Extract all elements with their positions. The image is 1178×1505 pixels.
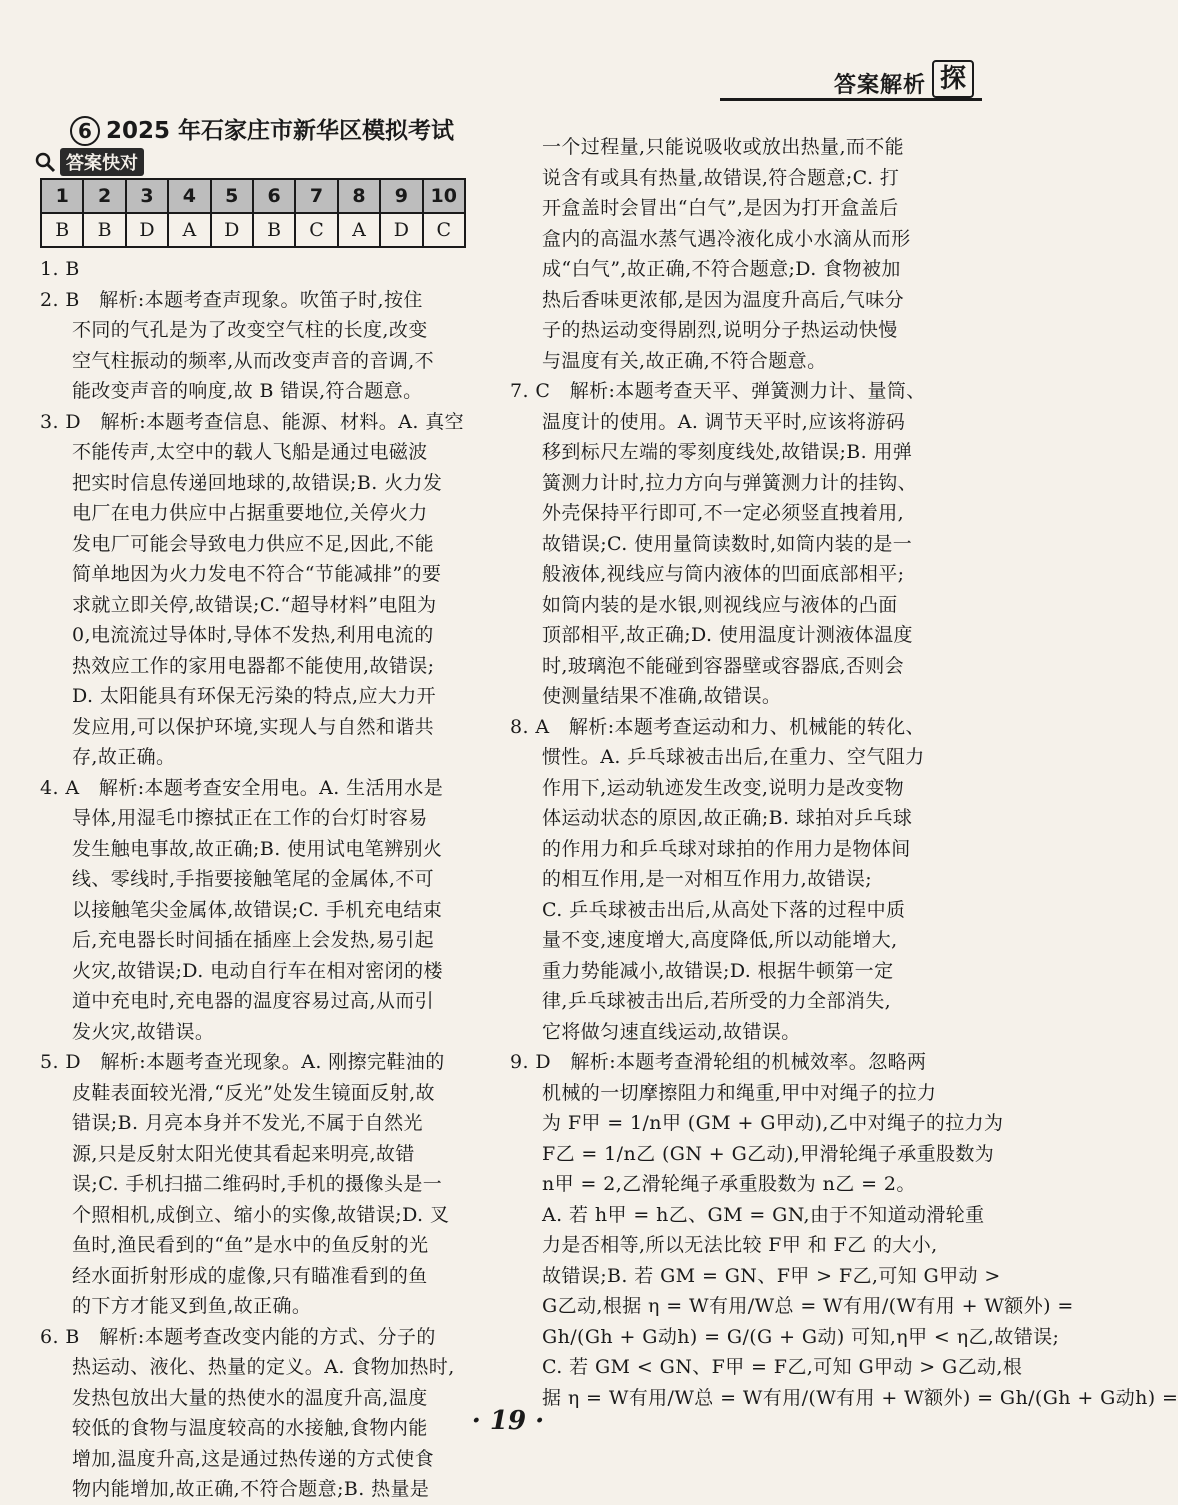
text-line: 的相互作用,是一对相互作用力,故错误; [542, 868, 873, 890]
text-line: 故错误;B. 若 GM = GN、F甲 > F乙,可知 G甲动 > [542, 1264, 1001, 1287]
text-line: 顶部相平,故正确;D. 使用温度计测液体温度 [542, 624, 913, 646]
text-line: 以接触笔尖金属体,故错误;C. 手机充电结束 [72, 898, 443, 921]
text-line: 个照相机,成倒立、缩小的实像,故错误;D. 叉 [72, 1203, 450, 1226]
answer-number-cell: 4 [168, 179, 210, 213]
page-number: · 19 · [471, 1406, 545, 1436]
text-line: 存,故正确。 [72, 746, 176, 768]
text-line: 外壳保持平行即可,不一定必须竖直拽着用, [542, 502, 905, 524]
text-line: 火灾,故错误;D. 电动自行车在相对密闭的楼 [72, 959, 443, 982]
text-line: 与温度有关,故正确,不符合题意。 [542, 349, 827, 372]
text-line: 发生触电事故,故正确;B. 使用试电笔辨别火 [72, 837, 443, 860]
text-line: 错误;B. 月亮本身并不发光,不属于自然光 [72, 1112, 423, 1134]
text-line: 的作用力和乒乓球对球拍的作用力是物体间 [542, 837, 911, 860]
text-line: 道中充电时,充电器的温度容易过高,从而引 [72, 990, 435, 1012]
text-line: 盒内的高温水蒸气遇冷液化成小水滴从而形 [542, 227, 911, 250]
text-line: 一个过程量,只能说吸收或放出热量,而不能 [542, 136, 905, 158]
text-line: 求就立即关停,故错误;C.“超导材料”电阻为 [72, 593, 437, 616]
text-line: n甲 = 2,乙滑轮绳子承重股数为 n乙 = 2。 [542, 1173, 916, 1195]
answer-number-cell: 7 [295, 179, 337, 213]
text-line: 惯性。A. 乒乓球被击出后,在重力、空气阻力 [542, 746, 925, 768]
text-line: 律,乒乓球被击出后,若所受的力全部消失, [542, 990, 892, 1012]
answer-item-2 [40, 285, 480, 407]
text-line: 机械的一切摩擦阻力和绳重,甲中对绳子的拉力 [542, 1081, 937, 1104]
text-line: 力是否相等,所以无法比较 F甲 和 F乙 的大小, [542, 1234, 938, 1256]
exam-title [70, 112, 454, 146]
text-line: 电厂在电力供应中占据重要地位,关停火力 [72, 502, 428, 524]
answer-item-4 [40, 773, 480, 1048]
text-line: 开盒盖时会冒出“白气”,是因为打开盒盖后 [542, 197, 899, 219]
header-title: 答案解析 [833, 73, 926, 98]
text-line: 如筒内装的是水银,则视线应与液体的凸面 [542, 593, 898, 616]
answer-number-cell: 5 [211, 179, 253, 213]
text-line: 热后香味更浓郁,是因为温度升高后,气味分 [542, 288, 905, 311]
answer-value-cell: B [253, 213, 295, 247]
text-line: D. 太阳能具有环保无污染的特点,应大力开 [72, 685, 437, 707]
text-line: 把实时信息传递回地球的,故错误;B. 火力发 [72, 471, 443, 494]
answer-value-cell: B [83, 213, 125, 247]
text-line: 4. A 解析:本题考查安全用电。A. 生活用水是 [40, 776, 444, 799]
text-line: G乙动,根据 η = W有用/W总 = W有用/(W有用 + W额外) = [542, 1295, 1074, 1317]
text-line: 皮鞋表面较光滑,“反光”处发生镜面反射,故 [72, 1081, 435, 1104]
text-line: 温度计的使用。A. 调节天平时,应该将游码 [542, 410, 906, 433]
text-line: 不能传声,太空中的载人飞船是通过电磁波 [72, 441, 428, 463]
text-line: 它将做匀速直线运动,故错误。 [542, 1020, 801, 1043]
answer-value-cell: A [338, 213, 380, 247]
text-line: 空气柱振动的频率,从而改变声音的音调,不 [72, 349, 435, 372]
text-line: 子的热运动变得剧烈,说明分子热运动快慢 [542, 319, 898, 341]
answer-number-cell: 8 [338, 179, 380, 213]
text-line: 6. B 解析:本题考查改变内能的方式、分子的 [40, 1325, 436, 1348]
text-line: 后,充电器长时间插在插座上会发热,易引起 [72, 929, 435, 951]
text-line: 鱼时,渔民看到的“鱼”是水中的鱼反射的光 [72, 1234, 429, 1256]
text-line: 2. B 解析:本题考查声现象。吹笛子时,按住 [40, 288, 423, 311]
quick-answers-table [40, 178, 466, 248]
text-line: 简单地因为火力发电不符合“节能减排”的要 [72, 563, 442, 585]
answer-item-3 [40, 407, 480, 773]
text-line: 发电厂可能会导致电力供应不足,因此,不能 [72, 532, 435, 555]
magnifier-icon [34, 151, 56, 173]
answer-item-8 [510, 712, 950, 1048]
text-line: 移到标尺左端的零刻度线处,故错误;B. 用弹 [542, 441, 913, 463]
answer-numbers-row [41, 179, 465, 213]
answer-number-cell: 3 [126, 179, 168, 213]
text-line: 体运动状态的原因,故正确;B. 球拍对乒乓球 [542, 807, 913, 829]
quick-answers-text: 答案快对 [60, 148, 144, 176]
right-column-text [510, 132, 1178, 1413]
text-line: 线、零线时,手指要接触笔尾的金属体,不可 [72, 868, 435, 890]
text-line: 导体,用湿毛巾擦拭正在工作的台灯时容易 [72, 807, 428, 829]
answer-item-5 [40, 1047, 480, 1322]
header-rule [720, 98, 982, 101]
text-line: 8. A 解析:本题考查运动和力、机械能的转化、 [510, 715, 925, 738]
text-line: Gh/(Gh + G动h) = G/(G + G动) 可知,η甲 < η乙,故错误; [542, 1325, 1060, 1348]
text-line: 增加,温度升高,这是通过热传递的方式使食 [72, 1447, 435, 1470]
text-line: 3. D 解析:本题考查信息、能源、材料。A. 真空 [40, 410, 465, 433]
text-line: 量不变,速度增大,高度降低,所以动能增大, [542, 929, 898, 951]
text-line: 作用下,运动轨迹发生改变,说明力是改变物 [542, 776, 905, 799]
text-line: A. 若 h甲 = h乙、GM = GN,由于不知道动滑轮重 [542, 1203, 985, 1226]
left-column-text [40, 254, 480, 1505]
answer-value-cell: B [41, 213, 83, 247]
text-line: 误;C. 手机扫描二维码时,手机的摄像头是一 [72, 1173, 443, 1195]
text-line: 发应用,可以保护环境,实现人与自然和谐共 [72, 715, 435, 738]
text-line: C. 若 GM < GN、F甲 = F乙,可知 G甲动 > G乙动,根 [542, 1356, 1023, 1378]
answer-value-cell: C [423, 213, 465, 247]
text-line: 较低的食物与温度较高的水接触,食物内能 [72, 1417, 428, 1439]
text-line: 据 η = W有用/W总 = W有用/(W有用 + W额外) = Gh/(Gh + G动h) = [542, 1386, 1178, 1409]
brand-logo-icon: 探 [932, 60, 974, 98]
text-line: 般液体,视线应与筒内液体的凹面底部相平; [542, 563, 905, 585]
text-line: 9. D 解析:本题考查滑轮组的机械效率。忽略两 [510, 1051, 927, 1073]
text-line: 故错误;C. 使用量筒读数时,如筒内装的是一 [542, 532, 913, 555]
text-line: 5. D 解析:本题考查光现象。A. 刚擦完鞋油的 [40, 1051, 445, 1073]
answer-number-cell: 10 [423, 179, 465, 213]
text-line: 说含有或具有热量,故错误,符合题意;C. 打 [542, 166, 900, 189]
text-line: 源,只是反射太阳光使其看起来明亮,故错 [72, 1142, 415, 1165]
answer-value-cell: A [168, 213, 210, 247]
exam-title-text: 2025 年石家庄市新华区模拟考试 [106, 118, 455, 144]
text-line: 不同的气孔是为了改变空气柱的长度,改变 [72, 319, 428, 341]
text-line: 簧测力计时,拉力方向与弹簧测力计的挂钩、 [542, 471, 918, 494]
text-line: F乙 = 1/n乙 (GN + G乙动),甲滑轮绳子承重股数为 [542, 1142, 995, 1165]
answer-value-cell: D [380, 213, 422, 247]
text-line: 时,玻璃泡不能碰到容器壁或容器底,否则会 [542, 654, 905, 677]
answer-item-6-continued [510, 132, 950, 376]
page-header [720, 60, 982, 106]
text-line: 的下方才能叉到鱼,故正确。 [72, 1295, 312, 1317]
text-line: 0,电流流过导体时,导体不发热,利用电流的 [72, 624, 434, 646]
answer-number-cell: 2 [83, 179, 125, 213]
text-line: 重力势能减小,故错误;D. 根据牛顿第一定 [542, 959, 894, 982]
answer-values-row [41, 213, 465, 247]
text-line: 热运动、液化、热量的定义。A. 食物加热时, [72, 1356, 455, 1378]
answer-value-cell: D [126, 213, 168, 247]
text-line: 经水面折射形成的虚像,只有瞄准看到的鱼 [72, 1264, 428, 1287]
text-line: 为 F甲 = 1/n甲 (GM + G甲动),乙中对绳子的拉力为 [542, 1112, 1004, 1134]
text-line: 发火灾,故错误。 [72, 1020, 215, 1043]
text-line: 能改变声音的响度,故 B 错误,符合题意。 [72, 380, 423, 402]
answer-number-cell: 6 [253, 179, 295, 213]
answer-value-cell: C [295, 213, 337, 247]
answer-item-7 [510, 376, 950, 712]
text-line: 发热包放出大量的热使水的温度升高,温度 [72, 1386, 428, 1409]
answer-item-1: 1. B [40, 258, 80, 280]
text-line: 物内能增加,故正确,不符合题意;B. 热量是 [72, 1478, 430, 1500]
text-line: C. 乒乓球被击出后,从高处下落的过程中质 [542, 898, 906, 921]
answer-number-cell: 1 [41, 179, 83, 213]
text-line: 7. C 解析:本题考查天平、弹簧测力计、量筒、 [510, 380, 926, 402]
text-line: 使测量结果不准确,故错误。 [542, 685, 782, 707]
answer-number-cell: 9 [380, 179, 422, 213]
text-line: 热效应工作的家用电器都不能使用,故错误; [72, 654, 435, 677]
answer-item-9 [510, 1047, 1178, 1413]
quick-answers-label [34, 148, 144, 176]
text-line: 成“白气”,故正确,不符合题意;D. 食物被加 [542, 258, 901, 280]
exam-number-badge: 6 [70, 116, 100, 146]
answer-value-cell: D [211, 213, 253, 247]
